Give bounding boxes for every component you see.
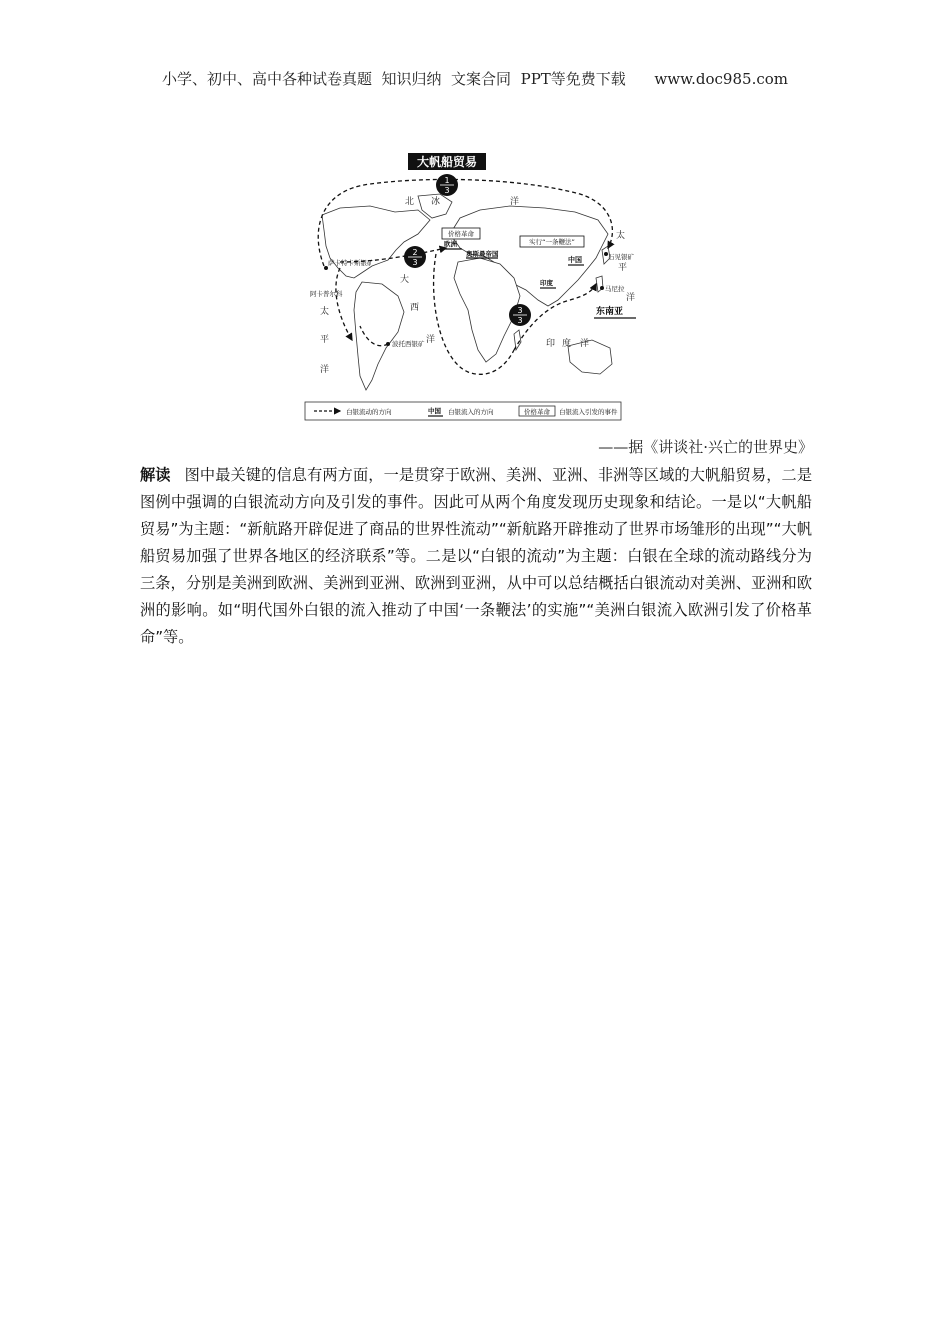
africa-shape: [454, 258, 523, 362]
legend-direction: 白银流动的方向: [346, 408, 392, 416]
route-badge-3: [509, 304, 531, 326]
label-potosi: 波托西银矿: [392, 340, 425, 348]
label-southeast-asia: 东南亚: [596, 307, 624, 317]
ocean-arctic-3: 洋: [510, 197, 520, 207]
ocean-pacific-right-3: 洋: [626, 293, 636, 303]
label-acapulco: 阿卡普尔科: [310, 290, 343, 298]
event-single-whip: 实行“一条鞭法”: [529, 238, 575, 246]
ocean-pacific-left-2: 平: [320, 335, 330, 345]
label-europe: 欧洲: [444, 240, 457, 248]
ocean-arctic-2: 冰: [431, 197, 441, 207]
figure-caption: ——据《讲谈社·兴亡的世界史》: [598, 438, 813, 456]
page-header: 小学、初中、高中各种试卷真题 知识归纳 文案合同 PPT等免费下载 www.doc985.com: [161, 70, 788, 88]
svg-text:2: 2: [412, 248, 418, 257]
ocean-indian-1: 印: [546, 339, 556, 349]
svg-text:3: 3: [412, 258, 418, 267]
ocean-atlantic-1: 大: [400, 275, 410, 285]
analysis-lead: 解读: [140, 466, 171, 484]
legend-inflow: 白银流入的方向: [448, 408, 494, 416]
map-title: 大帆船贸易: [416, 155, 478, 169]
label-china: 中国: [568, 256, 582, 264]
svg-text:3: 3: [517, 316, 523, 325]
ocean-indian-3: 洋: [580, 339, 590, 349]
label-manila: 马尼拉: [605, 285, 625, 293]
ocean-pacific-left-1: 太: [320, 307, 330, 317]
label-zacatecas: 萨卡特卡斯银矿: [328, 259, 374, 267]
ocean-pacific-right-1: 太: [616, 231, 626, 241]
label-ottoman: 奥斯曼帝国: [466, 250, 499, 258]
analysis-text: 图中最关键的信息有两方面，一是贯穿于欧洲、美洲、亚洲、非洲等区域的大帆船贸易，二是图例中强调的白银流动方向及引发的事件。因此可从两个角度发现历史现象和结论。一是以“大帆船贸易”为主题：“新航路开辟促进了商品的世界性流动”“新航路开辟推动了世界市场雏形的出现”“大帆船贸易加强了世界各地区的经济联系”等。二是以“白银的流动”为主题：白银在全球的流动路线分为三条，分别是美洲到欧洲、美洲到亚洲、欧洲到亚洲，从中可以总结概括白银流动对美洲、亚洲和欧洲的影响。如“明代国外白银的流入推动了中国‘一条鞭法’的实施”“美洲白银流入欧洲引发了价格革命”等。: [140, 466, 813, 646]
ocean-atlantic-3: 洋: [426, 335, 436, 345]
ocean-pacific-left-3: 洋: [320, 365, 330, 375]
south-america-shape: [354, 282, 404, 390]
map-legend: [305, 402, 621, 420]
route-pacific-left: [336, 268, 352, 340]
galleon-trade-map: [300, 150, 636, 425]
legend-event: 白银流入引发的事件: [559, 408, 618, 416]
svg-text:3: 3: [517, 306, 523, 315]
legend-event-sample: 价格革命: [524, 408, 550, 416]
ocean-atlantic-2: 西: [410, 303, 420, 313]
svg-text:3: 3: [444, 186, 450, 195]
ocean-pacific-right-2: 平: [618, 263, 628, 273]
analysis-paragraph: [140, 462, 812, 651]
svg-text:1: 1: [444, 176, 450, 185]
route-badge-2: [404, 246, 426, 268]
australia-shape: [568, 340, 612, 374]
map-title-box: [408, 153, 486, 170]
route-badge-1: [436, 174, 458, 196]
legend-inflow-sample: 中国: [428, 407, 441, 415]
event-price-revolution: 价格革命: [448, 230, 474, 238]
ocean-indian-2: 度: [562, 339, 572, 349]
label-india: 印度: [540, 279, 553, 287]
ocean-arctic-1: 北: [405, 197, 415, 207]
label-iwami: 石见银矿: [608, 253, 634, 261]
